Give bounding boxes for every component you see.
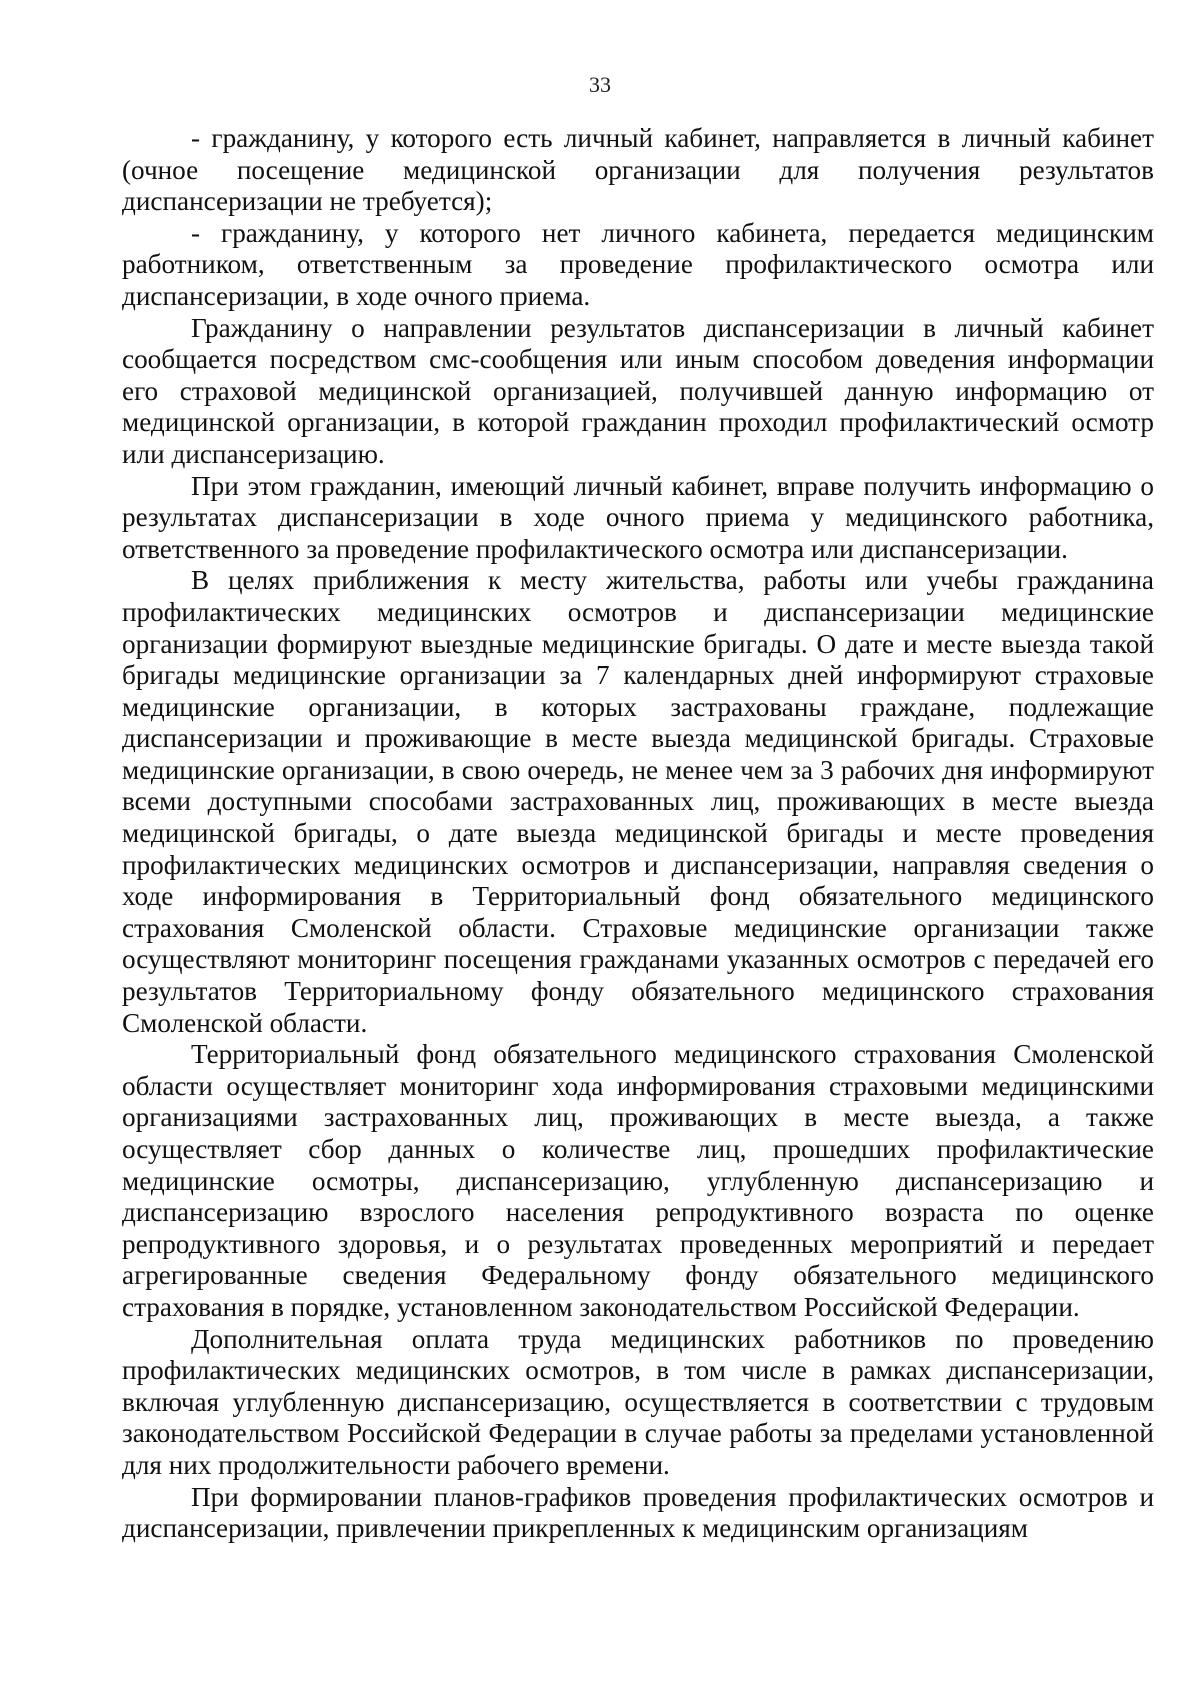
paragraph-territorial-fund-monitoring: Территориальный фонд обязательного медицинского страхования Смоленской области осуществляет мониторинг хода информирования страховыми медицинскими организациями застрахованных лиц, проживающих в месте выезда, а также осуществляет сбор данных о количестве лиц, прошедших профилактические медицинские осмотры, диспансеризацию, углубленную диспансеризацию и диспансеризацию взрослого населения репродуктивного возраста по оценке репродуктивного здоровья, и о результатах проведенных мероприятий и передает агрегированные сведения Федеральному фонду обязательного медицинского страхования в порядке, установленном законодательством Российской Федерации. [122,1039,1154,1322]
paragraph-result-without-cabinet: - гражданину, у которого нет личного кабинета, передается медицинским работником, ответственным за проведение профилактического осмотра или диспансеризации, в ходе очного приема. [122,217,1154,311]
paragraph-sms-notification: Гражданину о направлении результатов диспансеризации в личный кабинет сообщается посредством смс-сообщения или иным способом доведения информации его страховой медицинской организацией, получившей данную информацию от медицинской организации, в которой гражданин проходил профилактический осмотр или диспансеризацию. [122,312,1154,469]
page-number: 33 [589,72,611,97]
paragraph-mobile-teams: В целях приближения к месту жительства, работы или учебы гражданина профилактических медицинских осмотров и диспансеризации медицинские организации формируют выездные медицинские бригады. О дате и месте выезда такой бригады медицинские организации за 7 календарных дней информируют страховые медицинские организации, в которых застрахованы граждане, подлежащие диспансеризации и проживающие в месте выезда медицинской бригады. Страховые медицинские организации, в свою очередь, не менее чем за 3 рабочих дня информируют всеми доступными способами застрахованных лиц, проживающих в месте выезда медицинской бригады, о дате выезда медицинской бригады и месте проведения профилактических медицинских осмотров и диспансеризации, направляя сведения о ходе информирования в Территориальный фонд обязательного медицинского страхования Смоленской области. Страховые медицинские организации также осуществляют мониторинг посещения гражданами указанных осмотров с передачей его результатов Территориальному фонду обязательного медицинского страхования Смоленской области. [122,565,1154,1038]
paragraph-result-to-cabinet: - гражданину, у которого есть личный кабинет, направляется в личный кабинет (очное посещение медицинской организации для получения результатов диспансеризации не требуется); [122,123,1154,217]
paragraph-schedule-planning: При формировании планов-графиков проведения профилактических осмотров и диспансеризации, привлечении прикрепленных к медицинским организациям [122,1481,1154,1544]
document-body [122,123,1154,1545]
paragraph-in-person-results: При этом гражданин, имеющий личный кабинет, вправе получить информацию о результатах диспансеризации в ходе очного приема у медицинского работника, ответственного за проведение профилактического осмотра или диспансеризации. [122,470,1154,564]
paragraph-additional-payment: Дополнительная оплата труда медицинских работников по проведению профилактических медицинских осмотров, в том числе в рамках диспансеризации, включая углубленную диспансеризацию, осуществляется в соответствии с трудовым законодательством Российской Федерации в случае работы за пределами установленной для них продолжительности рабочего времени. [122,1323,1154,1480]
